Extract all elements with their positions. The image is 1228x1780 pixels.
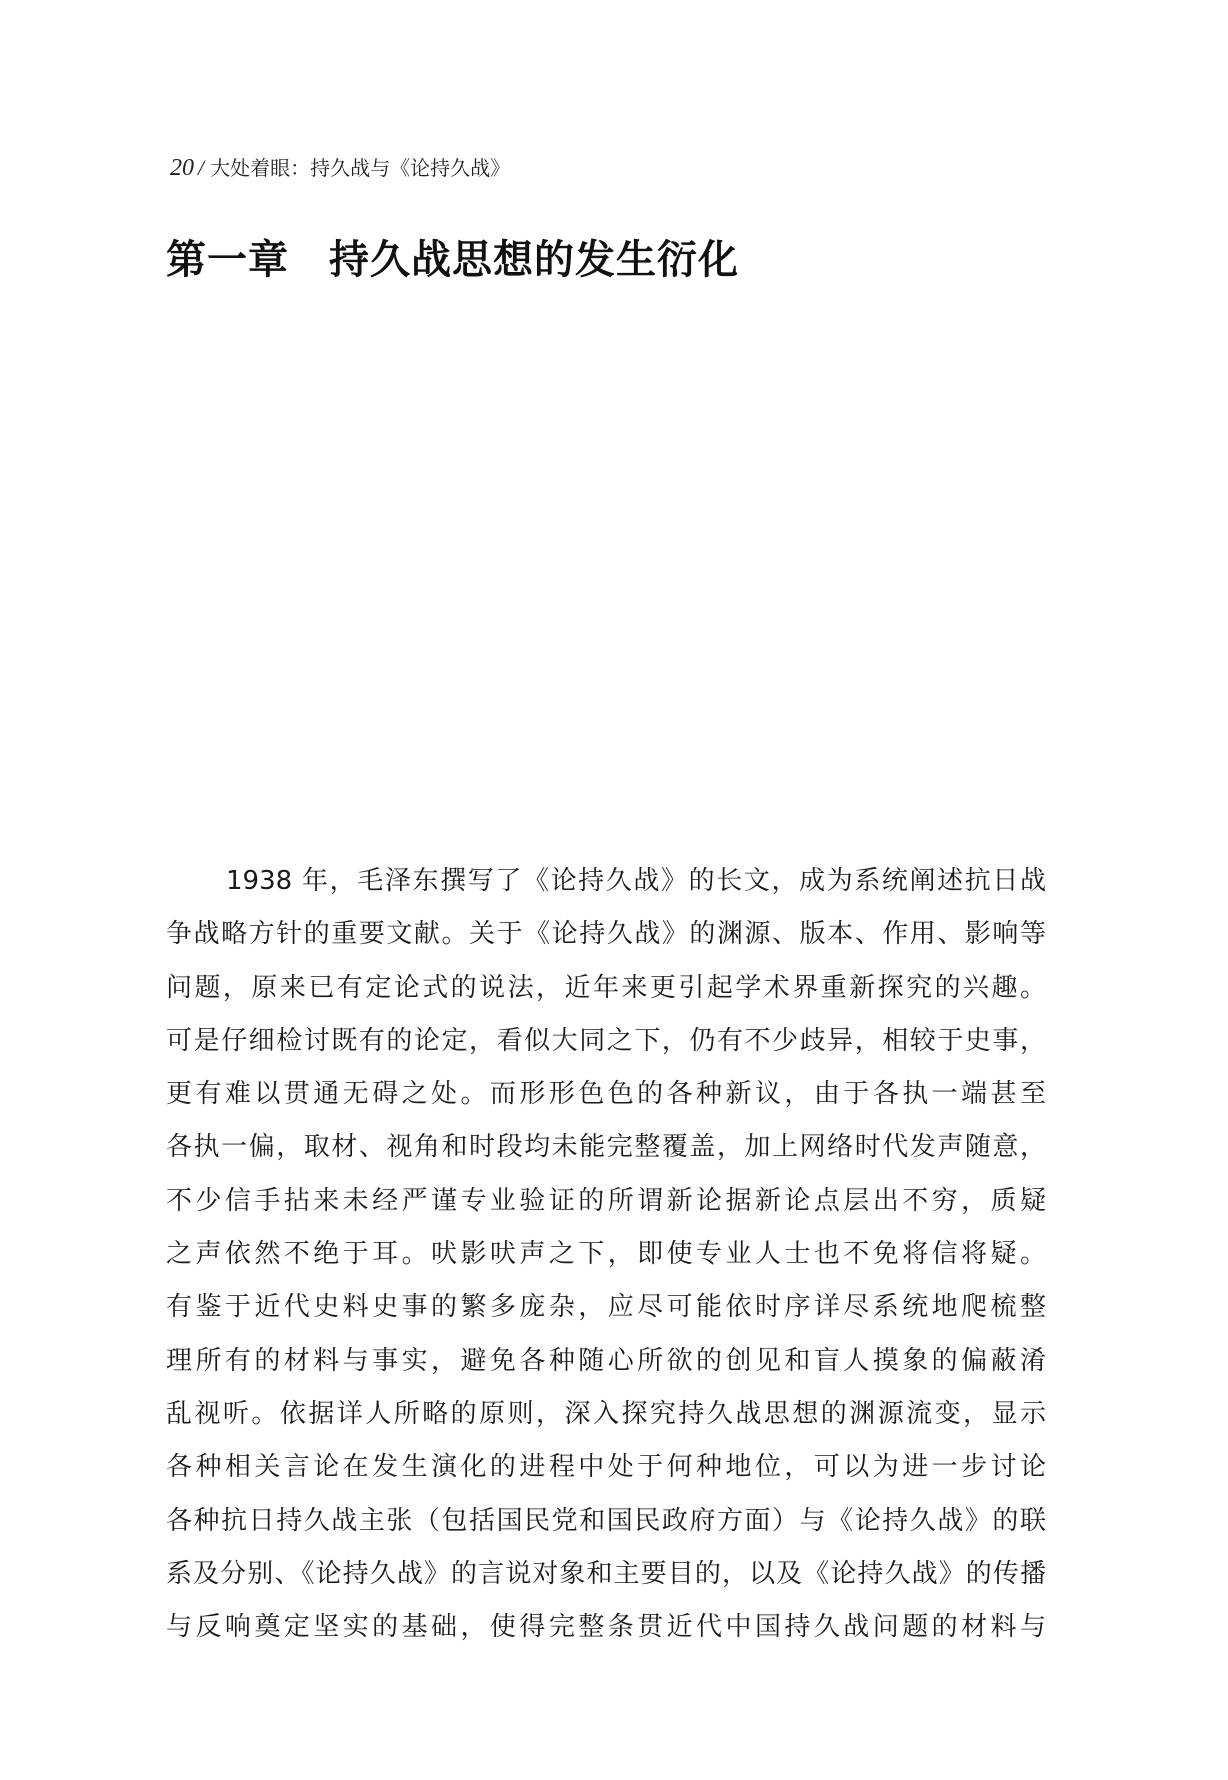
text-line: 更有难以贯通无碍之处。而形形色色的各种新议，由于各执一端甚至 bbox=[166, 1079, 1046, 1110]
text-line: 各执一偏，取材、视角和时段均未能完整覆盖，加上网络时代发声随意， bbox=[166, 1132, 1046, 1163]
text-line: 乱视听。依据详人所略的原则，深入探究持久战思想的渊源流变，显示 bbox=[166, 1398, 1046, 1429]
text-line: 不少信手拈来未经严谨专业验证的所谓新论据新论点层出不穷，质疑 bbox=[166, 1185, 1046, 1216]
body-paragraph bbox=[166, 855, 1046, 1654]
text-line: 问题，原来已有定论式的说法，近年来更引起学术界重新探究的兴趣。 bbox=[166, 972, 1046, 1003]
text-line: 1938 年，毛泽东撰写了《论持久战》的长文，成为系统阐述抗日战 bbox=[226, 866, 1046, 896]
text-line: 可是仔细检讨既有的论定，看似大同之下，仍有不少歧异，相较于史事， bbox=[166, 1025, 1046, 1056]
chapter-title: 持久战思想的发生衍化 bbox=[329, 237, 739, 283]
text-line: 之声依然不绝于耳。吠影吠声之下，即使专业人士也不免将信将疑。 bbox=[166, 1239, 1046, 1270]
page-number: 20 bbox=[170, 155, 194, 181]
text-line: 系及分别、《论持久战》的言说对象和主要目的，以及《论持久战》的传播 bbox=[166, 1558, 1046, 1589]
chapter-label: 第一章 bbox=[166, 237, 289, 283]
text-line: 争战略方针的重要文献。关于《论持久战》的渊源、版本、作用、影响等 bbox=[166, 919, 1046, 950]
text-line: 各种抗日持久战主张（包括国民党和国民政府方面）与《论持久战》的联 bbox=[166, 1505, 1046, 1536]
text-line: 与反响奠定坚实的基础，使得完整条贯近代中国持久战问题的材料与 bbox=[166, 1612, 1046, 1643]
text-line: 各种相关言论在发生演化的进程中处于何种地位，可以为进一步讨论 bbox=[166, 1452, 1046, 1483]
running-header bbox=[170, 153, 510, 183]
chapter-heading bbox=[166, 232, 739, 288]
book-title: 大处着眼：持久战与《论持久战》 bbox=[210, 156, 511, 180]
text-line: 有鉴于近代史料史事的繁多庞杂，应尽可能依时序详尽系统地爬梳整 bbox=[166, 1292, 1046, 1323]
header-separator: / bbox=[198, 155, 205, 180]
text-line: 理所有的材料与事实，避免各种随心所欲的创见和盲人摸象的偏蔽淆 bbox=[166, 1345, 1046, 1376]
